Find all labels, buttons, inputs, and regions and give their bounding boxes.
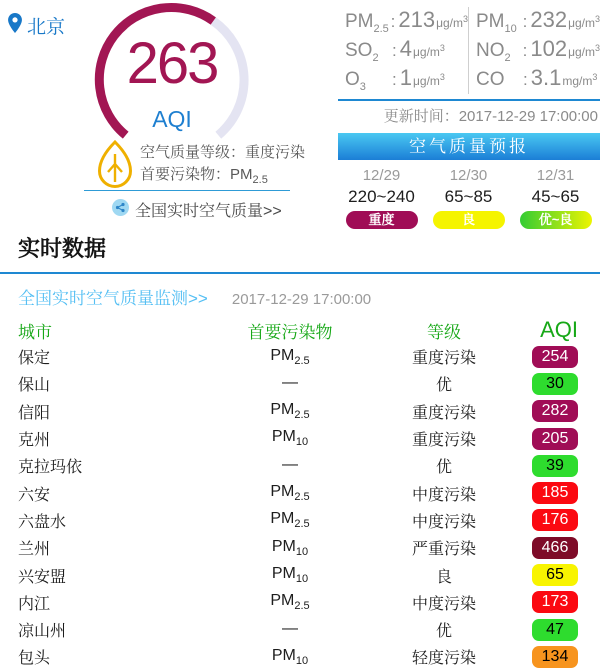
national-link-label[interactable]: 全国实时空气质量>> [135, 203, 282, 220]
pollutant-reading: $PM_{10}$ : 232 $\mu g/m^3$ [476, 7, 600, 35]
pollutant-reading: $PM_{2.5}$ : 213 $\mu g/m^3$ [345, 7, 468, 35]
col-city: 城市 [18, 323, 52, 342]
table-header [0, 317, 600, 343]
quality-level-line: 空气质量等级：重度污染 [140, 144, 306, 161]
level-cell: 轻度污染 [411, 650, 476, 668]
city-cell[interactable]: 内江 [18, 595, 51, 613]
aqi-cell [488, 646, 578, 668]
table-row[interactable] [0, 561, 600, 588]
table-row[interactable] [0, 425, 600, 452]
city-cell[interactable]: 凉山州 [18, 623, 67, 641]
city-cell[interactable]: 包头 [18, 650, 51, 668]
pollutant-cell: $PM_{2.5}$ [270, 401, 310, 422]
aqi-badge: 65 [532, 564, 578, 586]
pollutant-cell: — [282, 373, 298, 391]
aqi-badge: 39 [532, 455, 578, 477]
aqi-cell [488, 537, 578, 559]
level-cell: 优 [435, 459, 452, 477]
quality-info [97, 140, 305, 195]
forecast-date: 12/31 [536, 167, 575, 184]
table-row[interactable] [0, 479, 600, 506]
location-pin-icon [8, 13, 22, 39]
aqi-badge: 466 [532, 537, 578, 559]
level-cell: 中度污染 [411, 595, 476, 613]
table-row[interactable] [0, 643, 600, 670]
aqi-badge: 205 [532, 428, 578, 450]
aqi-cell [488, 509, 578, 531]
city-cell[interactable]: 兴安盟 [18, 568, 67, 586]
top-area [0, 0, 600, 227]
pollutant-reading: $O_3$ : 1 $\mu g/m^3$ [345, 65, 445, 93]
divider [0, 272, 600, 274]
city-cell[interactable]: 六盘水 [18, 513, 67, 531]
level-cell: 重度污染 [411, 432, 476, 450]
aqi-cell [488, 482, 578, 504]
level-cell: 中度污染 [411, 486, 476, 504]
aqi-badge: 176 [532, 509, 578, 531]
update-time: 更新时间：2017-12-29 17:00:00 [338, 99, 600, 126]
table-row[interactable] [0, 370, 600, 397]
pollutant-cell: $PM_{10}$ [271, 428, 309, 449]
pollutant-panel [338, 0, 600, 229]
aqi-badge: 134 [532, 646, 578, 668]
level-cell: 重度污染 [411, 404, 476, 422]
realtime-section [0, 232, 600, 671]
forecast-level-badge: 重度 [346, 211, 418, 229]
forecast-panel [338, 133, 600, 229]
forecast-range: 65~85 [444, 187, 493, 206]
table-row[interactable] [0, 398, 600, 425]
level-cell: 优 [435, 377, 452, 395]
pollutant-cell: $PM_{2.5}$ [270, 483, 310, 504]
forecast-day [512, 167, 599, 229]
aqi-badge: 185 [532, 482, 578, 504]
pollutant-cell: $PM_{2.5}$ [270, 592, 310, 613]
divider [84, 190, 290, 191]
city-cell[interactable]: 信阳 [18, 404, 51, 422]
pollutant-cell: $PM_{10}$ [271, 537, 309, 558]
level-cell: 良 [435, 568, 452, 586]
forecast-level-badge: 良 [433, 211, 505, 229]
section-title: 实时数据 [18, 236, 107, 261]
forecast-day [425, 167, 512, 229]
aqi-badge: 254 [532, 346, 578, 368]
primary-pollutant-value: PM [230, 166, 253, 183]
national-air-quality-link[interactable] [112, 198, 282, 221]
aqi-cell [488, 428, 578, 450]
pollutant-reading: $NO_2$ : 102 $\mu g/m^3$ [476, 36, 600, 64]
forecast-level-badge: 优~良 [520, 211, 592, 229]
pollutant-cell: $PM_{2.5}$ [270, 510, 310, 531]
aqi-badge: 173 [532, 591, 578, 613]
aqi-value: 263 [126, 31, 218, 96]
forecast-date: 12/29 [362, 167, 401, 184]
aqi-cell [488, 373, 578, 395]
aqi-badge: 282 [532, 400, 578, 422]
city-name[interactable]: 北京 [27, 17, 66, 38]
city-cell[interactable]: 克州 [18, 432, 51, 450]
aqi-gauge [92, 0, 252, 160]
pollutant-column-right [469, 7, 600, 94]
aqi-label: AQI [152, 106, 192, 132]
pollutant-reading: $SO_2$ : 4 $\mu g/m^3$ [345, 36, 445, 64]
monitoring-link[interactable]: 全国实时空气质量监测>> [18, 289, 208, 308]
pollutant-cell: $PM_{2.5}$ [270, 346, 310, 367]
col-level: 等级 [427, 323, 461, 342]
table-row[interactable] [0, 343, 600, 370]
col-pollutant: 首要污染物 [247, 323, 333, 342]
primary-pollutant-line: 首要污染物：$PM_{2.5}$ [140, 166, 268, 186]
level-cell: 中度污染 [411, 513, 476, 531]
city-cell[interactable]: 保定 [18, 350, 51, 368]
aqi-cell [488, 619, 578, 641]
aqi-badge: 30 [532, 373, 578, 395]
leaf-icon [97, 140, 133, 195]
table-row[interactable] [0, 589, 600, 616]
table-row[interactable] [0, 534, 600, 561]
pollutant-cell: — [282, 619, 298, 637]
pollutant-cell: $PM_{10}$ [271, 646, 309, 667]
forecast-title: 空气质量预报 [338, 133, 600, 160]
pollutant-cell: $PM_{10}$ [271, 564, 309, 586]
forecast-range: 45~65 [531, 187, 580, 206]
realtime-timestamp: 2017-12-29 17:00:00 [231, 291, 372, 308]
level-cell: 优 [435, 623, 452, 641]
aqi-cell [488, 346, 578, 368]
aqi-badge: 47 [532, 619, 578, 641]
pollutant-column-left [338, 7, 469, 94]
aqi-cell [488, 564, 578, 586]
table-row[interactable] [0, 616, 600, 643]
pollutant-cell: — [282, 455, 298, 473]
city-cell[interactable]: 六安 [18, 486, 51, 504]
pollutant-reading: CO : 3.1 $mg/m^3$ [476, 65, 598, 90]
col-aqi: AQI [540, 317, 578, 342]
forecast-day [338, 167, 425, 229]
city-cell[interactable]: 克拉玛依 [18, 459, 83, 477]
city-table [0, 343, 600, 671]
table-row[interactable] [0, 452, 600, 479]
city-cell[interactable]: 兰州 [18, 541, 51, 559]
aqi-cell [488, 455, 578, 477]
forecast-date: 12/30 [449, 167, 488, 184]
level-cell: 严重污染 [411, 541, 476, 559]
aqi-cell [488, 400, 578, 422]
quality-level-value: 重度污染 [245, 144, 306, 161]
forecast-range: 220~240 [348, 187, 415, 206]
level-cell: 重度污染 [411, 350, 476, 368]
aqi-cell [488, 591, 578, 613]
city-selector[interactable] [8, 12, 65, 39]
share-icon [112, 199, 129, 221]
table-row[interactable] [0, 507, 600, 534]
city-cell[interactable]: 保山 [18, 377, 51, 395]
